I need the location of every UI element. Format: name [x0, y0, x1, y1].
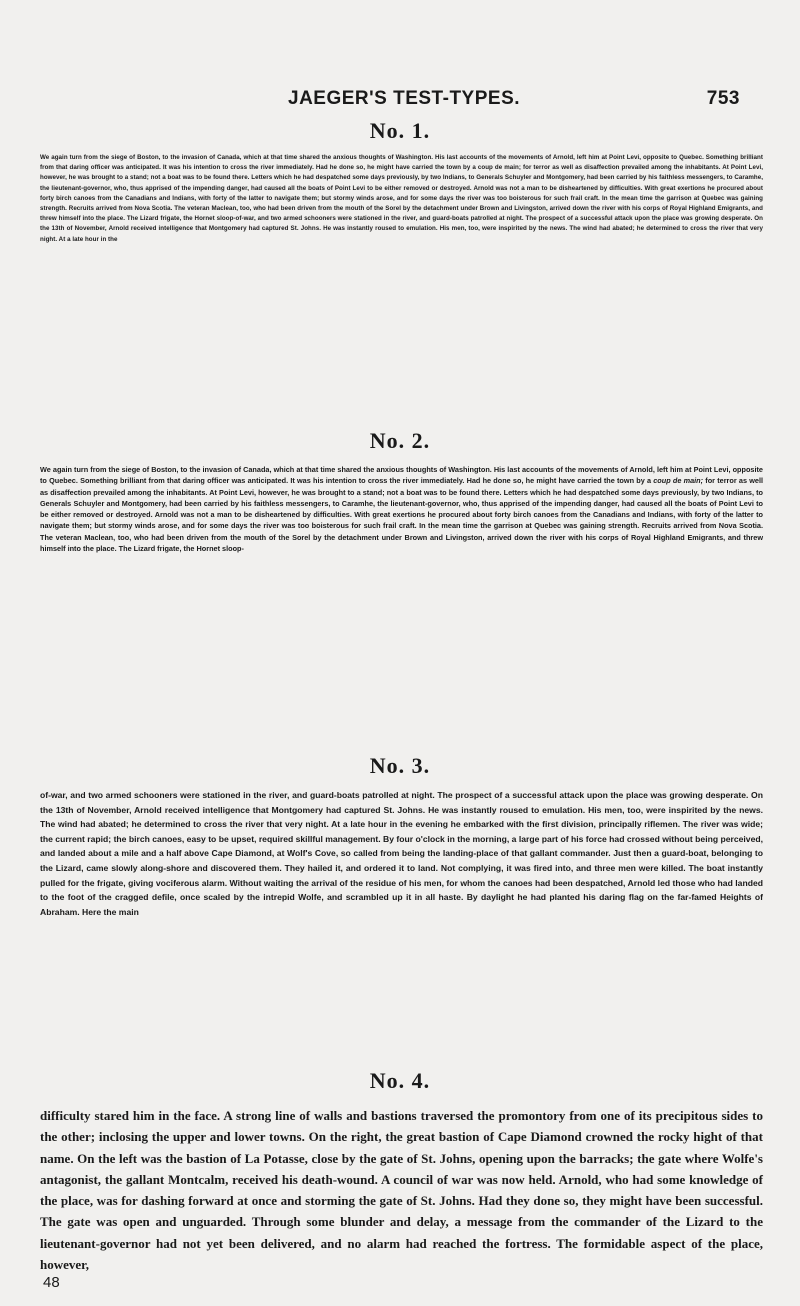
section-heading-2: No. 2. — [369, 428, 431, 453]
section-text-1: We again turn from the siege of Boston, to the invasion of Canada, which at that time shared the anxious thoughts of Washington. His last accounts of the movements of Arnold, left him at Point Levi, opposite to Quebec. Something brilliant from that daring officer was anticipated. It was his intention to cross the river immediately. Had he done so, he might have carried the town by a coup de main; for terror as well as disaffection prevailed among the inhabitants. At Point Levi, however, he was brought to a stand; not a boat was to be found there. Letters which he had despatched some days previously, by two Indians, to Generals Schuyler and Montgomery, had been carried by his faithless messengers, to Caramhe, the lieutenant-governor, who, thus apprised of the impending danger, had caused all the boats of Point Levi to be either removed or destroyed. Arnold was not a man to be disheartened by difficulties. With great exertions he procured about forty birch canoes from the Canadians and Indians, with forty of the latter to navigate them; but stormy winds arose, and for some days the river was too boisterous for such frail craft. In the mean time the garrison at Quebec was gaining strength. Recruits arrived from Nova Scotia. The veteran Maclean, too, who had been driven from the mouth of the Sorel by the detachment under Brown and Livingston, arrived down the river with his corps of Royal Highland Emigrants, and threw himself into the place. The Lizard frigate, the Hornet sloop-of-war, and two armed schooners were stationed in the river, and guard-boats patrolled at night. The prospect of a successful attack upon the place was growing desperate. On the 13th of November, Arnold received intelligence that Montgomery had captured St. Johns. He was instantly roused to emulation. His men, too, were inspirited by the news. The wind had abated; he determined to cross the river that very night. At a late hour in the — [40, 154, 763, 243]
section-heading-3: No. 3. — [369, 753, 431, 778]
section-text-2-part-a: We again turn from the siege of Boston, to the invasion of Canada, which at that time shared the anxious thoughts of Washington. His last accounts of the movements of Arnold, left him at Point Levi, opposite to Quebec. Something brilliant from that daring officer was anticipated. It was his intention to cross the river immediately. Had he done so, he might have carried the town by a — [40, 465, 763, 486]
section-text-2 — [40, 464, 763, 554]
signature-mark: 48 — [43, 1274, 60, 1291]
section-text-3: of-war, and two armed schooners were stationed in the river, and guard-boats patrolled at night. The prospect of a successful attack upon the place was growing desperate. On the 13th of November, Arnold received intelligence that Montgomery had captured St. Johns. He was instantly roused to emulation. His men, too, were inspirited by the news. The wind had abated; he determined to cross the river that very night. At a late hour in the evening he embarked with the first division, principally riflemen. The river was wide; the current rapid; the birch canoes, easy to be upset, required skillful management. By four o'clock in the morning, a large part of his force had crossed without being perceived, and landed about a mile and a half above Cape Diamond, at Wolf's Cove, so called from being the landing-place of that gallant commander. Just then a guard-boat, belonging to the Lizard, came slowly along-shore and discovered them. They hailed it, and ordered it to land. Not complying, it was fired into, and three men were killed. The boat instantly pulled for the frigate, giving vociferous alarm. Without waiting the arrival of the residue of his men, for whom the canoes had been despatched, Arnold led those who had landed to the foot of the cragged defile, once scaled by the intrepid Wolfe, and scrambled up it in all haste. By daylight he had planted his daring flag on the far-famed Heights of Abraham. Here the main — [40, 790, 763, 917]
section-heading-4: No. 4. — [369, 1068, 431, 1093]
section-text-4: difficulty stared him in the face. A strong line of walls and bastions traversed the promontory from one of its precipitous sides to the other; inclosing the upper and lower towns. On the right, the great bastion of Cape Diamond crowned the rocky hight of that name. On the left was the bastion of La Potasse, close by the gate of St. Johns, opening upon the barracks; the gate where Wolfe's antagonist, the gallant Montcalm, received his death-wound. A council of war was now held. Arnold, who had some knowledge of the place, was for dashing forward at once and storming the gate of St. Johns. Had they done so, they might have been successful. The gate was open and unguarded. Through some blunder and delay, a message from the commander of the Lizard to the lieutenant-governor had not yet been delivered, and no alarm had reached the fortress. The formidable aspect of the place, however, — [40, 1108, 763, 1273]
section-heading-1: No. 1. — [369, 118, 431, 143]
section-text-2-part-b: for terror as well as disaffection prevailed among the inhabitants. At Point Levi, however, he was brought to a stand; not a boat was to be found there. Letters which he had despatched some days previously, by two Indians, to Generals Schuyler and Montgomery, had been carried by his faithless messengers, to Caramhe, the lieutenant-governor, who, thus apprised of the impending danger, had caused all the boats of Point Levi to be either removed or destroyed. Arnold was not a man to be disheartened by difficulties. With great exertions he procured about forty birch canoes from the Canadians and Indians, with forty of the latter to navigate them; but stormy winds arose, and for some days the river was too boisterous for such frail craft. In the mean time the garrison at Quebec was gaining strength. Recruits arrived from Nova Scotia. The veteran Maclean, too, who had been driven from the mouth of the Sorel by the detachment under Brown and Livingston, arrived down the river with his corps of Royal Highland Emigrants, and threw himself into the place. The Lizard frigate, the Hornet sloop- — [40, 476, 763, 554]
section-text-2-italic: coup de main; — [653, 476, 704, 486]
running-title: JAEGER'S TEST-TYPES. — [288, 88, 521, 109]
page-number: 753 — [706, 88, 740, 109]
